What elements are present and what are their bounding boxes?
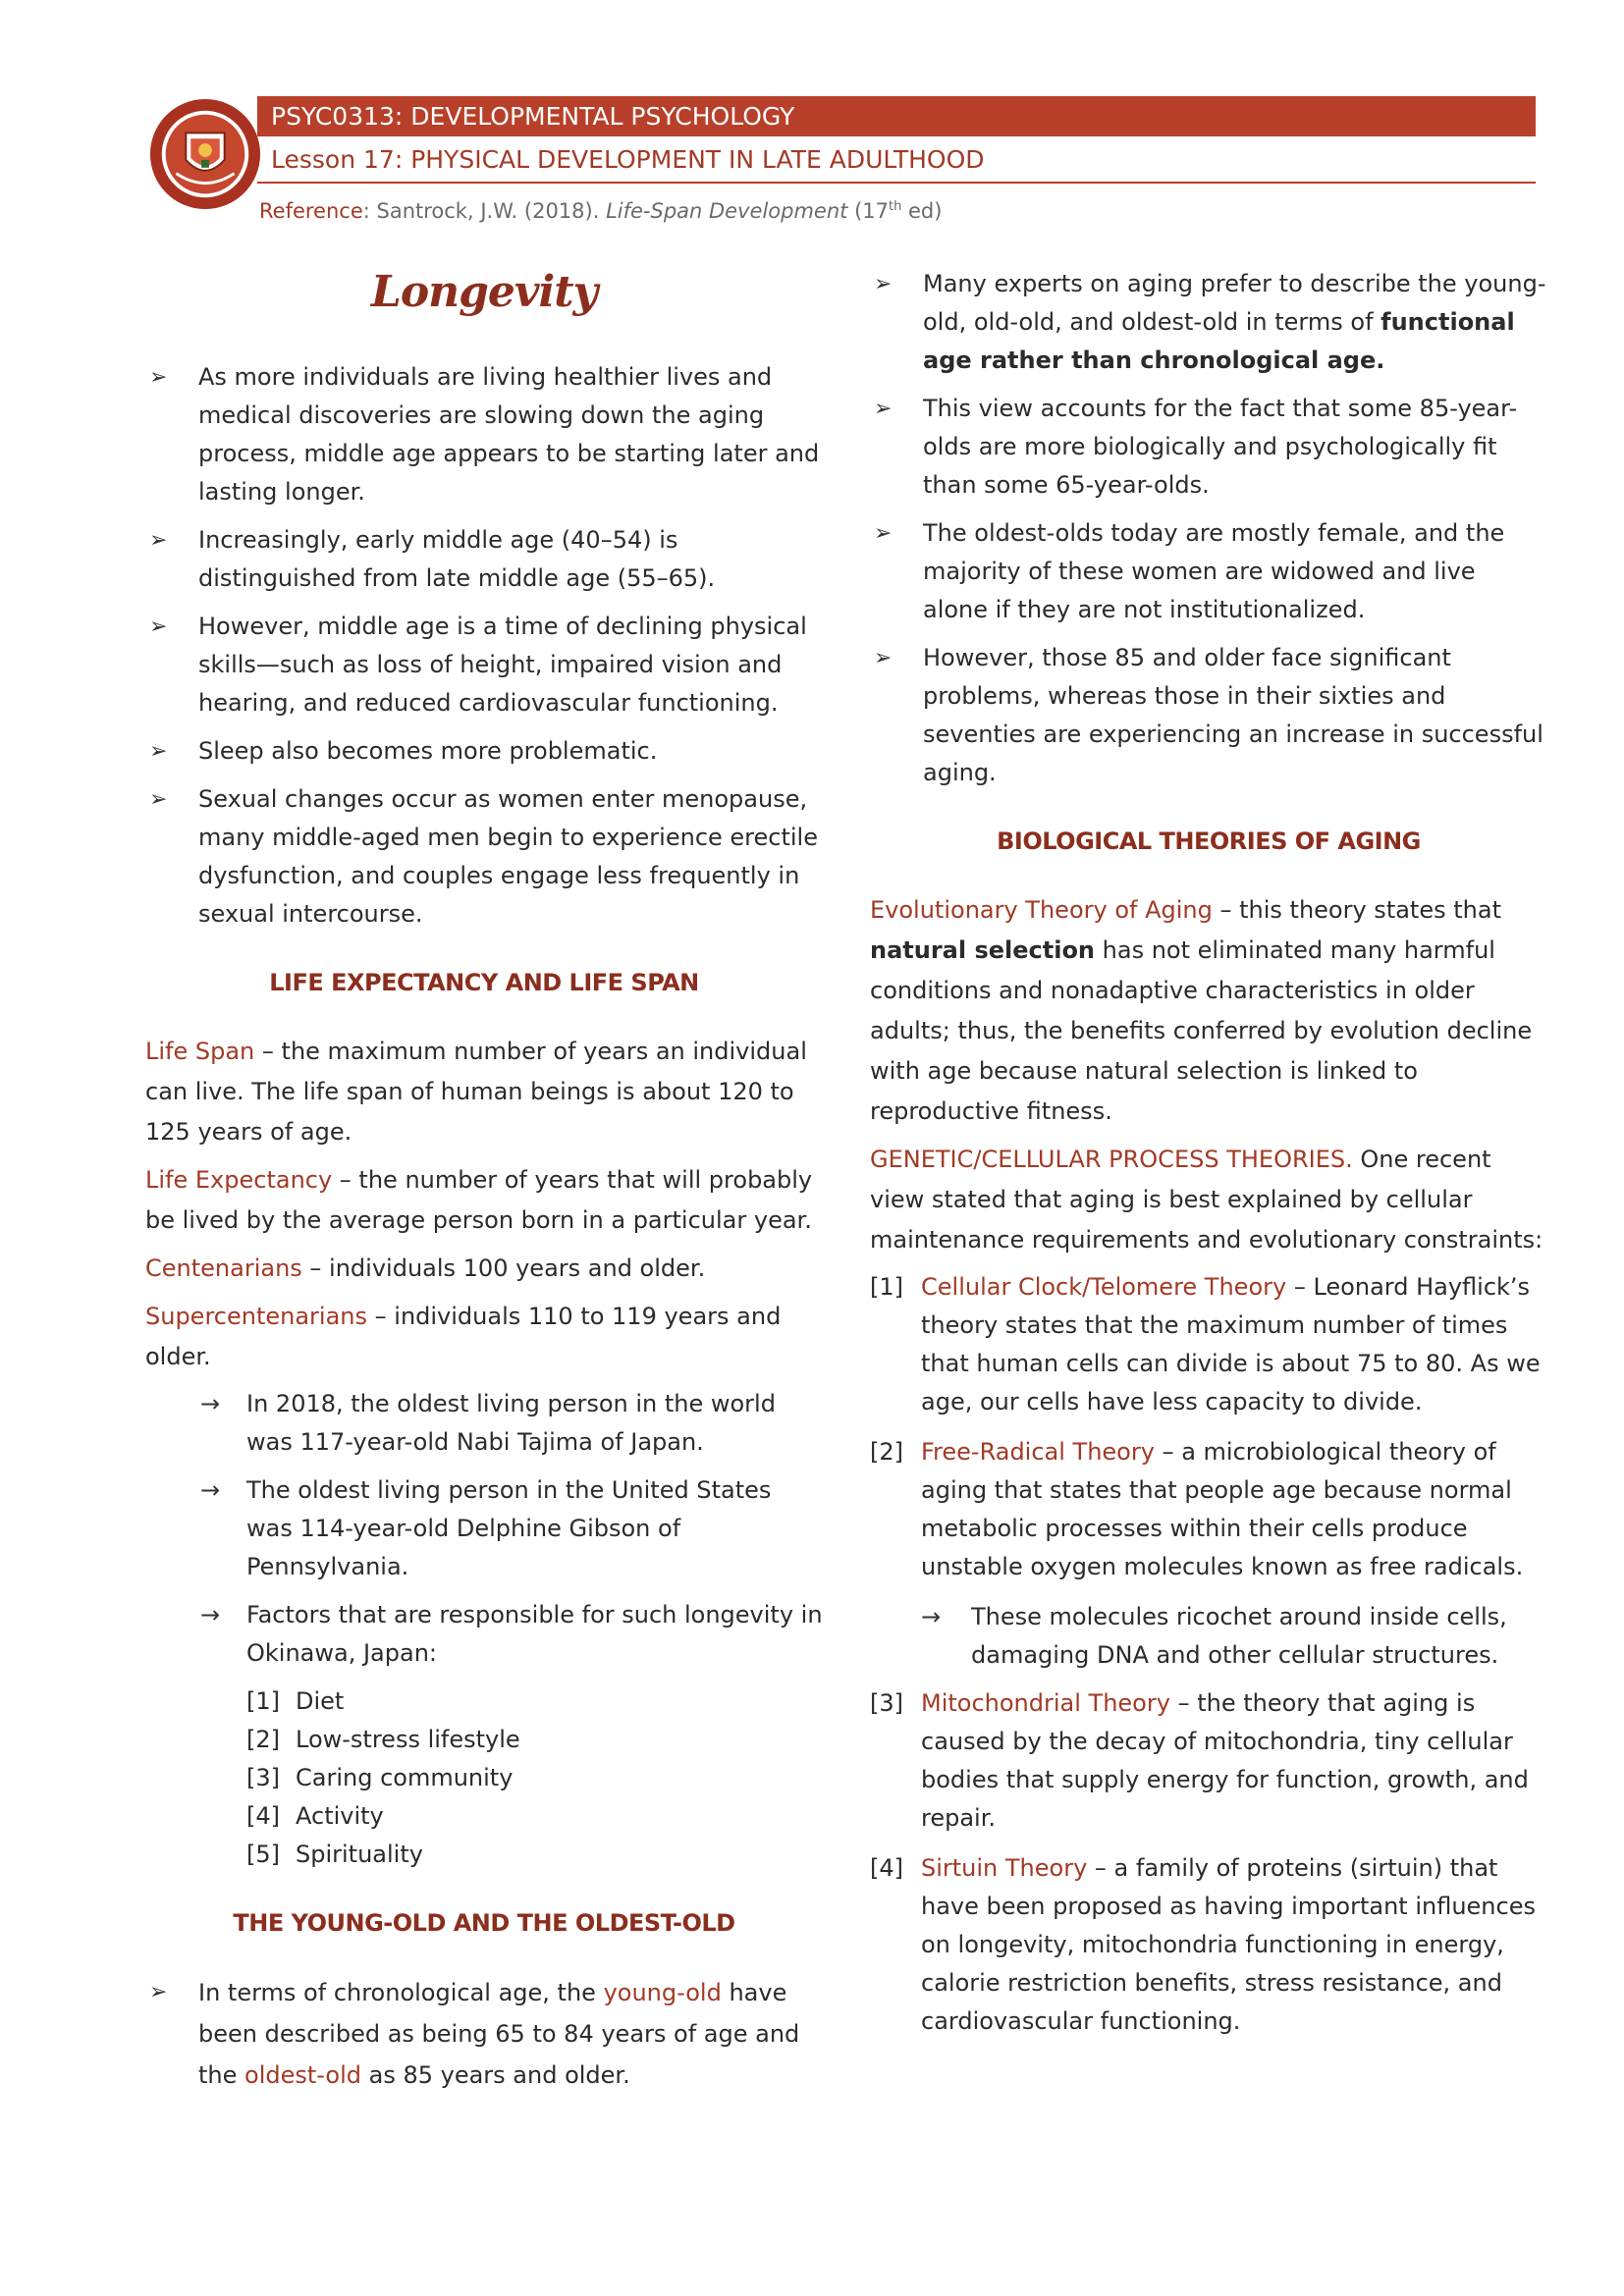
- list-item: ➢ Increasingly, early middle age (40–54) is distinguished from late middle age (55–65).: [145, 521, 823, 598]
- list-item: [4] Activity: [246, 1802, 384, 1830]
- list-item: → Factors that are responsible for such longevity in Okinawa, Japan:: [145, 1596, 823, 1673]
- right-arrow-icon: →: [200, 1601, 221, 1629]
- list-item: [1] Diet: [246, 1687, 345, 1715]
- list-item: → These molecules ricochet around inside cells, damaging DNA and other cellular structures.: [870, 1598, 1547, 1675]
- right-arrow-icon: →: [200, 1476, 221, 1504]
- life-expectancy-heading: LIFE EXPECTANCY AND LIFE SPAN: [269, 969, 699, 996]
- arrowhead-bullet-icon: ➢: [874, 397, 893, 421]
- right-arrow-icon: →: [921, 1603, 942, 1630]
- list-item: ➢ Sexual changes occur as women enter menopause, many middle-aged men begin to experience erectile dysfunction, and couples engage less frequently in sexual intercourse.: [145, 780, 823, 934]
- longevity-title: Longevity: [370, 267, 598, 317]
- reference-book-title: Life-Span Development: [606, 199, 848, 223]
- definition-life-expectancy: Life Expectancy – the number of years that will probably be lived by the average person born in a particular year.: [145, 1166, 813, 1234]
- lesson-title: Lesson 17: PHYSICAL DEVELOPMENT IN LATE ADULTHOOD: [257, 142, 1536, 184]
- list-item: [3] Caring community: [246, 1764, 514, 1791]
- theory-item-sirtuin: [4] Sirtuin Theory – a family of proteins (sirtuin) that have been proposed as having important influences on longevity, mitochondria functioning in energy, calorie restriction benefits, stress resistance, and cardiovascular functioning.: [870, 1854, 1536, 2035]
- arrowhead-bullet-icon: ➢: [149, 1980, 168, 2004]
- list-item: ➢ The oldest-olds today are mostly female, and the majority of these women are widowed and live alone if they are not institutionalized.: [870, 514, 1547, 629]
- arrowhead-bullet-icon: ➢: [149, 528, 168, 553]
- theory-item-free-radical: [2] Free-Radical Theory – a microbiological theory of aging that states that people age because normal metabolic processes within their cells produce unstable oxygen molecules known as free radicals.: [870, 1438, 1524, 1580]
- list-item: → The oldest living person in the United States was 114-year-old Delphine Gibson of Pennsylvania.: [145, 1471, 823, 1586]
- left-column: [145, 253, 823, 2106]
- definition-life-span: Life Span – the maximum number of years an individual can live. The life span of human beings is about 120 to 125 years of age.: [145, 1038, 807, 1146]
- theory-item-mitochondrial: [3] Mitochondrial Theory – the theory that aging is caused by the decay of mitochondria, tiny cellular bodies that supply energy for function, growth, and repair.: [870, 1689, 1529, 1832]
- list-item: ➢ This view accounts for the fact that some 85-year-olds are more biologically and psychologically fit than some 65-year-olds.: [870, 390, 1547, 505]
- arrowhead-bullet-icon: ➢: [874, 646, 893, 670]
- genetic-cellular-paragraph: GENETIC/CELLULAR PROCESS THEORIES. One recent view stated that aging is best explained by cellular maintenance requirements and evolutionary constraints:: [870, 1146, 1543, 1254]
- course-title: PSYC0313: DEVELOPMENTAL PSYCHOLOGY: [271, 102, 795, 131]
- definition-supercentenarians: Supercentenarians – individuals 110 to 119 years and older.: [145, 1303, 782, 1370]
- arrowhead-bullet-icon: ➢: [149, 739, 168, 764]
- list-item: [2] Low-stress lifestyle: [246, 1726, 520, 1753]
- university-seal-logo: [147, 96, 263, 212]
- right-arrow-icon: →: [200, 1390, 221, 1417]
- arrowhead-bullet-icon: ➢: [149, 614, 168, 639]
- biological-theories-heading: BIOLOGICAL THEORIES OF AGING: [997, 828, 1421, 855]
- list-item: ➢ As more individuals are living healthier lives and medical discoveries are slowing down the aging process, middle age appears to be starting later and lasting longer.: [145, 358, 823, 511]
- course-title-bar: [257, 96, 1536, 136]
- arrowhead-bullet-icon: ➢: [874, 521, 893, 546]
- right-column: [870, 265, 1547, 2053]
- list-item: ➢ However, middle age is a time of declining physical skills—such as loss of height, impaired vision and hearing, and reduced cardiovascular functioning.: [145, 608, 823, 722]
- evolutionary-theory-paragraph: Evolutionary Theory of Aging – this theory states that natural selection has not eliminated many harmful conditions and nonadaptive characteristics in older adults; thus, the benefits conferred by evolution decline with age because natural selection is linked to reproductive fitness.: [870, 896, 1533, 1125]
- list-item: → In 2018, the oldest living person in the world was 117-year-old Nabi Tajima of Japan.: [145, 1385, 823, 1462]
- reference-line: Reference: Santrock, J.W. (2018). Life-Span Development (17th ed): [259, 199, 943, 223]
- young-old-heading: THE YOUNG-OLD AND THE OLDEST-OLD: [233, 1909, 735, 1937]
- theory-item-telomere: [1] Cellular Clock/Telomere Theory – Leonard Hayflick’s theory states that the maximum number of times that human cells can divide is about 75 to 80. As we age, our cells have less capacity to divide.: [870, 1273, 1541, 1415]
- arrowhead-bullet-icon: ➢: [874, 272, 893, 296]
- list-item: ➢ Sleep also becomes more problematic.: [145, 732, 823, 771]
- list-item: ➢ In terms of chronological age, the young-old have been described as being 65 to 84 years of age and the oldest-old as 85 years and older.: [145, 1972, 823, 2096]
- list-item: [5] Spirituality: [246, 1841, 423, 1868]
- reference-label: Reference: [259, 199, 363, 223]
- list-item: ➢ However, those 85 and older face significant problems, whereas those in their sixties and seventies are experiencing an increase in successful aging.: [870, 639, 1547, 792]
- definition-centenarians: Centenarians – individuals 100 years and older.: [145, 1255, 706, 1282]
- list-item: ➢ Many experts on aging prefer to describe the young-old, old-old, and oldest-old in terms of functional age rather than chronological age.: [870, 265, 1547, 380]
- arrowhead-bullet-icon: ➢: [149, 365, 168, 390]
- arrowhead-bullet-icon: ➢: [149, 787, 168, 812]
